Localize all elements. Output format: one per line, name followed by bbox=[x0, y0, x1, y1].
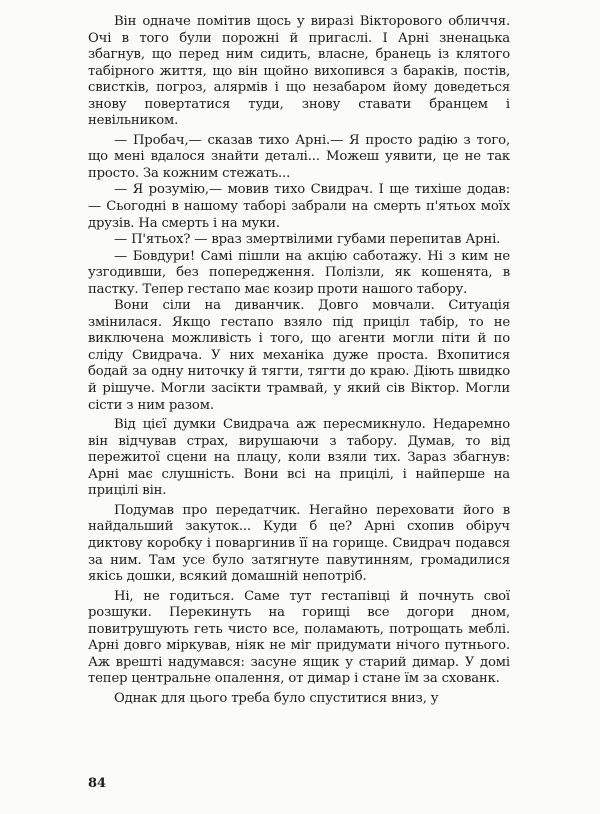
paragraph-9: Ні, не годиться. Саме тут гестапівці й почнуть свої розшуки. Перекинуть на горищі все догори дном, повитрушують геть чисто все, поламають, потрощать меблі. Арні довго міркував, ніяк не міг придумати нічого путнього. Аж врешті надумався: засуне ящик у старий димар. У домі тепер центральне опалення, от димар і стане їм за схованк. bbox=[88, 588, 510, 687]
paragraph-6: Вони сіли на диванчик. Довго мовчали. Ситуація змінилася. Якщо гестапо взяло під приціл табір, то не виключена можливість і того, що агенти могли піти й по сліду Свидрача. У них механіка дуже проста. Вхопитися бодай за одну ниточку й тягти, тягти до краю. Діють швидко й рішуче. Могли засікти трамвай, у який сів Віктор. Могли сісти з ним разом. bbox=[88, 298, 510, 413]
paragraph-5: — Бовдури! Самі пішли на акцію саботажу. Ні з ким не узгодивши, без попередження. Полізли, як кошенята, в пастку. Тепер гестапо має козир проти нашого табору. bbox=[88, 248, 510, 297]
page-number: 84 bbox=[88, 776, 107, 791]
paragraph-8: Подумав про передатчик. Негайно переховати його в найдальший закуток... Куди б це? Арні схопив обіруч диктову коробку і поваргинив її на горище. Свидрач подався за ним. Там усе було затягнуте павутинням, громадилися якісь дошки, всякий домашній непотріб. bbox=[88, 502, 510, 585]
body-text bbox=[88, 14, 510, 707]
paragraph-10: Однак для цього треба було спуститися вниз, у bbox=[114, 690, 439, 706]
paragraph-2: — Пробач,— сказав тихо Арні.— Я просто радію з того, що мені вдалося знайти деталі... Можеш уявити, це не так просто. За кожним стежать... bbox=[88, 132, 510, 181]
paragraph-3: — Я розумію,— мовив тихо Свидрач. І ще тихіше додав: — Сьогодні в нашому таборі забрали на смерть п'ятьох моїх друзів. На смерть і на муки. bbox=[88, 182, 510, 231]
paragraph-7: Від цієї думки Свидрача аж пересмикнуло. Недаремно він відчував страх, вирушаючи з табору. Думав, то від пережитої сцени на плацу, коли взяли тих. Зараз збагнув: Арні має слушність. Вони всі на прицілі, і найперше на прицілі він. bbox=[88, 417, 510, 499]
paragraph-4: — П'ятьох? — враз змертвілими губами перепитав Арні. bbox=[114, 232, 501, 248]
paragraph-1: Він одначе помітив щось у виразі Вікторового обличчя. Очі в того були порожні й пригаслі. І Арні зненацька збагнув, що перед ним сидить, власне, бранець із клятого табірного життя, що він щойно вихопився з бараків, постів, свистків, погроз, алярмів і що незабаром йому доведеться знову повертатися туди, знову ставати бранцем і невільником. bbox=[88, 14, 510, 129]
